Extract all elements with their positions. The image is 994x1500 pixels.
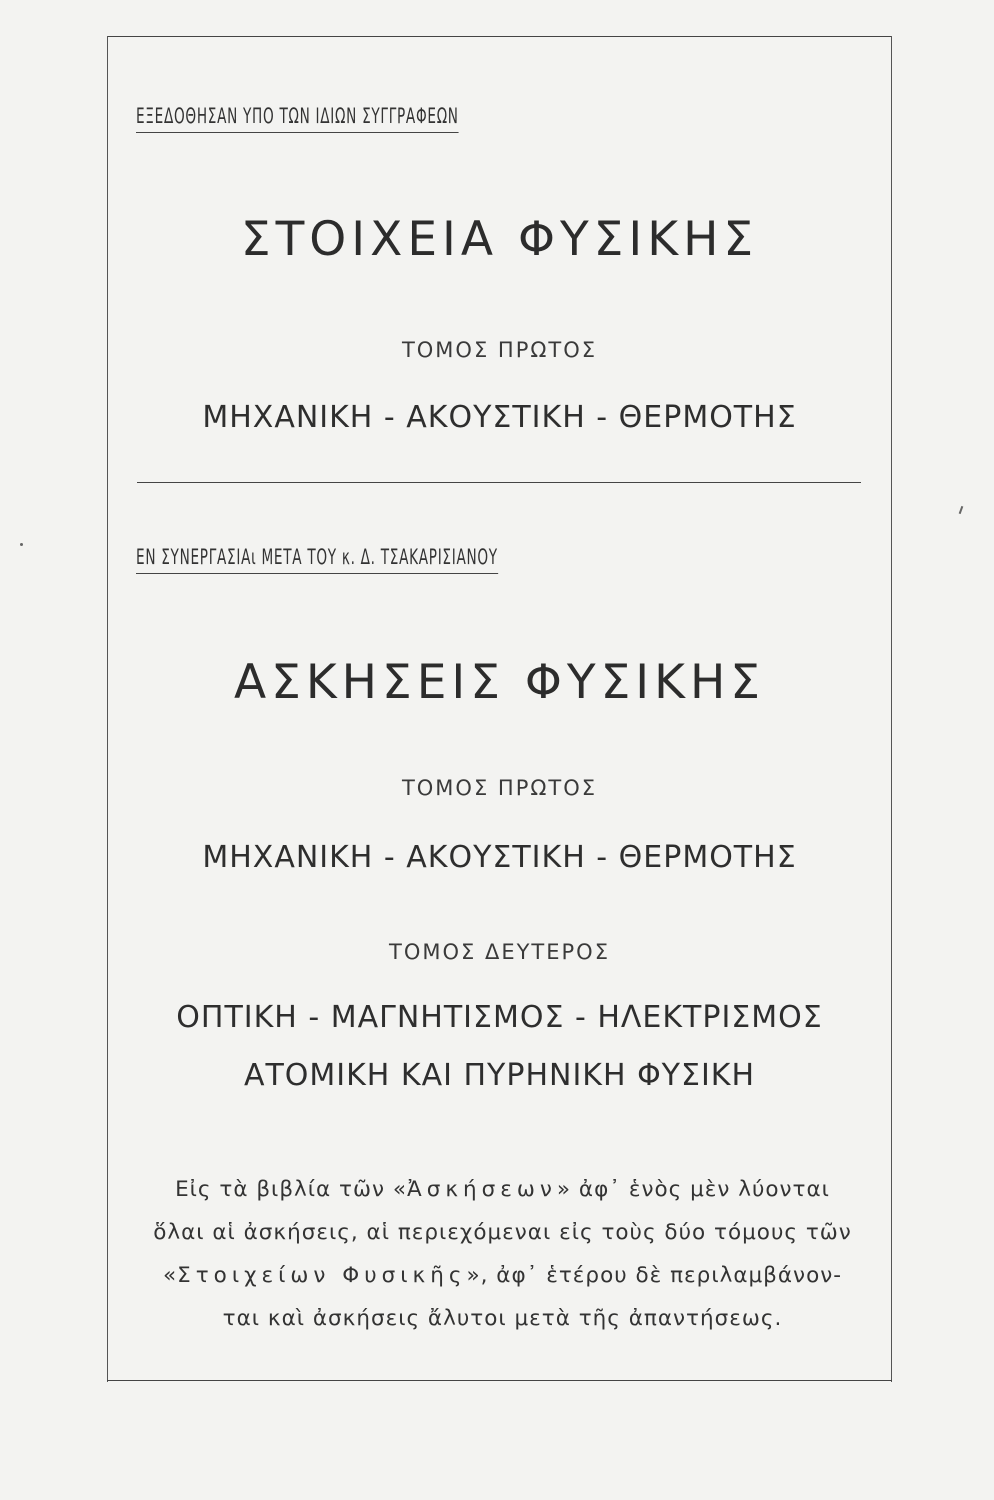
- description-text: Εἰς τὰ βιβλία τῶν «: [175, 1177, 407, 1202]
- section2-volume2-subjects-line1: ΟΠΤΙΚΗ - ΜΑΓΝΗΤΙΣΜΟΣ - ΗΛΕΚΤΡΙΣΜΟΣ: [176, 1000, 823, 1035]
- ink-speck: [20, 543, 23, 546]
- description-paragraph: [135, 1168, 870, 1340]
- description-emphasis: Ἀσκήσεων: [407, 1177, 557, 1202]
- section2-title: ΑΣΚΗΣΕΙΣ ΦΥΣΙΚΗΣ: [233, 655, 766, 710]
- description-line-3: [135, 1254, 870, 1297]
- description-line-4: ται καὶ ἀσκήσεις ἄλυτοι μετὰ τῆς ἀπαντήσεως.: [222, 1306, 783, 1331]
- section-divider: [137, 482, 861, 483]
- section1-volume-label: ΤΟΜΟΣ ΠΡΩΤΟΣ: [401, 338, 598, 362]
- bottom-rule: [107, 1380, 892, 1381]
- section2-volume1-label: ΤΟΜΟΣ ΠΡΩΤΟΣ: [401, 776, 598, 800]
- description-emphasis: Στοιχείων Φυσικῆς: [177, 1263, 467, 1288]
- section1-volume-subjects: ΜΗΧΑΝΙΚΗ - ΑΚΟΥΣΤΙΚΗ - ΘΕΡΜΟΤΗΣ: [202, 400, 797, 435]
- section2-volume2-subjects-line2: ΑΤΟΜΙΚΗ ΚΑΙ ΠΥΡΗΝΙΚΗ ΦΥΣΙΚΗ: [243, 1058, 756, 1093]
- description-line-2: ὅλαι αἱ ἀσκήσεις, αἱ περιεχόμεναι εἰς τοὺς δύο τόμους τῶν: [153, 1220, 852, 1245]
- section2-volume1-subjects: ΜΗΧΑΝΙΚΗ - ΑΚΟΥΣΤΙΚΗ - ΘΕΡΜΟΤΗΣ: [202, 840, 797, 875]
- description-text: «: [163, 1263, 178, 1288]
- section1-title: ΣΤΟΙΧΕΙΑ ΦΥΣΙΚΗΣ: [240, 212, 759, 267]
- ink-speck: [959, 506, 964, 514]
- description-text: », ἀφ᾽ ἑτέρου δὲ περιλαμβάνον-: [466, 1263, 842, 1288]
- section2-volume2-label: ΤΟΜΟΣ ΔΕΥΤΕΡΟΣ: [389, 940, 610, 964]
- section2-heading: ΕΝ ΣΥΝΕΡΓΑΣΙΑι ΜΕΤΑ ΤΟΥ κ. Δ. ΤΣΑΚΑΡΙΣΙΑΝΟΥ: [136, 545, 498, 574]
- section1-heading: ΕΞΕΔΟΘΗΣΑΝ ΥΠΟ ΤΩΝ ΙΔΙΩΝ ΣΥΓΓΡΑΦΕΩΝ: [136, 104, 459, 133]
- description-line-1: [135, 1168, 870, 1211]
- description-text: » ἀφ᾽ ἑνὸς μὲν λύονται: [556, 1177, 830, 1202]
